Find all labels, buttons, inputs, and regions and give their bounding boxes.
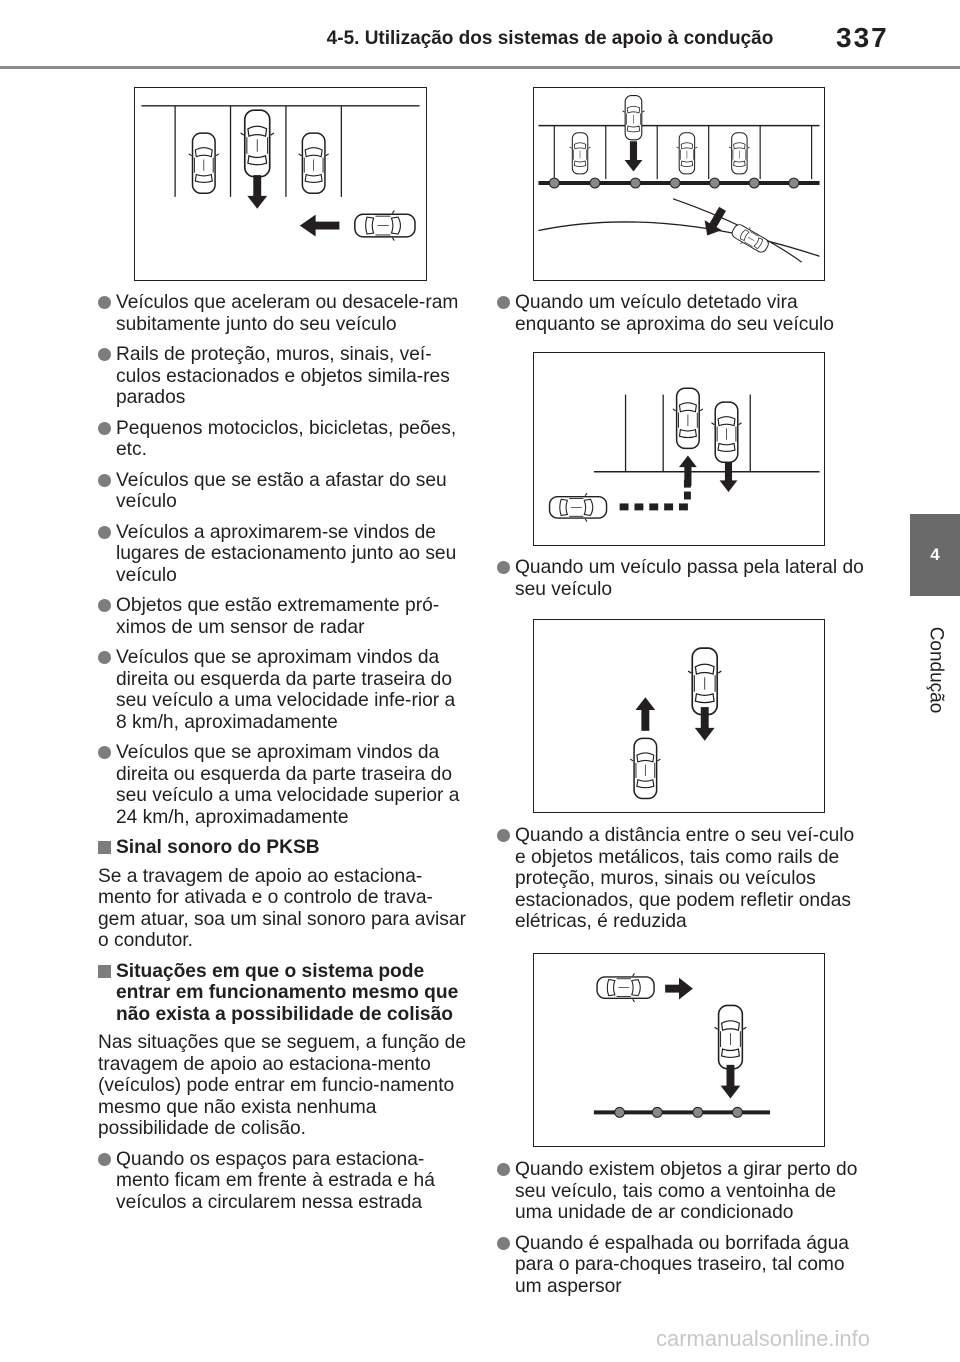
right-bullets-d-e	[497, 1159, 867, 1306]
bullet-icon	[98, 651, 111, 664]
list-item: Rails de proteção, muros, sinais, veí-culos estacionados e objetos simila-res parados	[98, 344, 468, 409]
section-heading: Sinal sonoro do PKSB	[98, 837, 468, 859]
list-item: Quando um veículo passa pela lateral do seu veículo	[497, 557, 867, 600]
bullet-icon	[98, 526, 111, 539]
list-item: Quando a distância entre o seu veí-culo e objetos metálicos, tais como rails de proteção, muros, sinais ou veículos estacionados, que podem refletir ondas elétricas, é reduzida	[497, 825, 867, 933]
illustration-vehicle-turning	[533, 87, 825, 281]
bullet-icon	[497, 829, 510, 842]
list-item: Veículos que se aproximam vindos da direita ou esquerda da parte traseira do seu veículo a uma velocidade superior a 24 km/h, aproximadamente	[98, 742, 468, 828]
page-number: 337	[836, 22, 889, 53]
bullet-icon	[98, 599, 111, 612]
chapter-tab-label: Condução	[925, 626, 946, 714]
paragraph: Nas situações que se seguem, a função de travagem de apoio ao estaciona-mento (veículos) pode entrar em funcio-namento mesmo que não exista nenhuma possibilidade de colisão.	[98, 1032, 466, 1139]
right-bullet-c	[497, 825, 867, 942]
section-title: 4-5. Utilização dos sistemas de apoio à condução	[326, 28, 774, 49]
section-heading: Situações em que o sistema pode entrar em funcionamento mesmo que não exista a possibilidade de colisão	[98, 961, 468, 1026]
list-item: Objetos que estão extremamente pró-ximos de um sensor de radar	[98, 595, 468, 638]
right-bullet-a	[497, 292, 867, 344]
list-item: Quando existem objetos a girar perto do seu veículo, tais como a ventoinha de uma unidade de ar condicionado	[497, 1159, 867, 1224]
square-bullet-icon	[98, 965, 111, 978]
bullet-icon	[497, 296, 510, 309]
bullet-icon	[98, 348, 111, 361]
list-item: Quando os espaços para estaciona-mento ficam em frente à estrada e há veículos a circularem nessa estrada	[98, 1149, 468, 1214]
bullet-icon	[497, 1163, 510, 1176]
list-item: Quando um veículo detetado vira enquanto se aproxima do seu veículo	[497, 292, 867, 335]
square-bullet-icon	[98, 841, 111, 854]
bullet-icon	[98, 474, 111, 487]
paragraph: Se a travagem de apoio ao estaciona-mento for ativada e o controlo de trava-gem atuar, soa um sinal sonoro para avisar o condutor.	[98, 865, 466, 951]
list-item: Veículos que se estão a afastar do seu veículo	[98, 470, 468, 513]
illustration-parking-pull-out	[533, 352, 825, 546]
watermark: carmanualsonline.info	[656, 1326, 871, 1351]
bullet-icon	[98, 746, 111, 759]
bullet-icon	[98, 296, 111, 309]
list-item: Veículos a aproximarem-se vindos de lugares de estacionamento junto ao seu veículo	[98, 522, 468, 587]
list-item: Quando é espalhada ou borrifada água para o para-choques traseiro, tal como um aspersor	[497, 1233, 867, 1298]
bullet-icon	[497, 1237, 510, 1250]
illustration-vehicle-passing	[533, 619, 825, 813]
list-item: Pequenos motociclos, bicicletas, peões, etc.	[98, 418, 468, 461]
bullet-icon	[497, 561, 510, 574]
chapter-tab-number: 4	[910, 514, 960, 596]
bullet-icon	[98, 422, 111, 435]
illustration-parking-sudden-accel	[134, 87, 427, 281]
header-divider	[0, 66, 960, 69]
bullet-icon	[98, 1153, 111, 1166]
illustration-metal-objects	[533, 953, 825, 1147]
left-column	[98, 292, 468, 1222]
list-item: Veículos que aceleram ou desacele-ram subitamente junto do seu veículo	[98, 292, 468, 335]
right-bullet-b	[497, 557, 867, 609]
list-item: Veículos que se aproximam vindos da direita ou esquerda da parte traseira do seu veículo a uma velocidade infe-rior a 8 km/h, aproximadamente	[98, 647, 468, 733]
